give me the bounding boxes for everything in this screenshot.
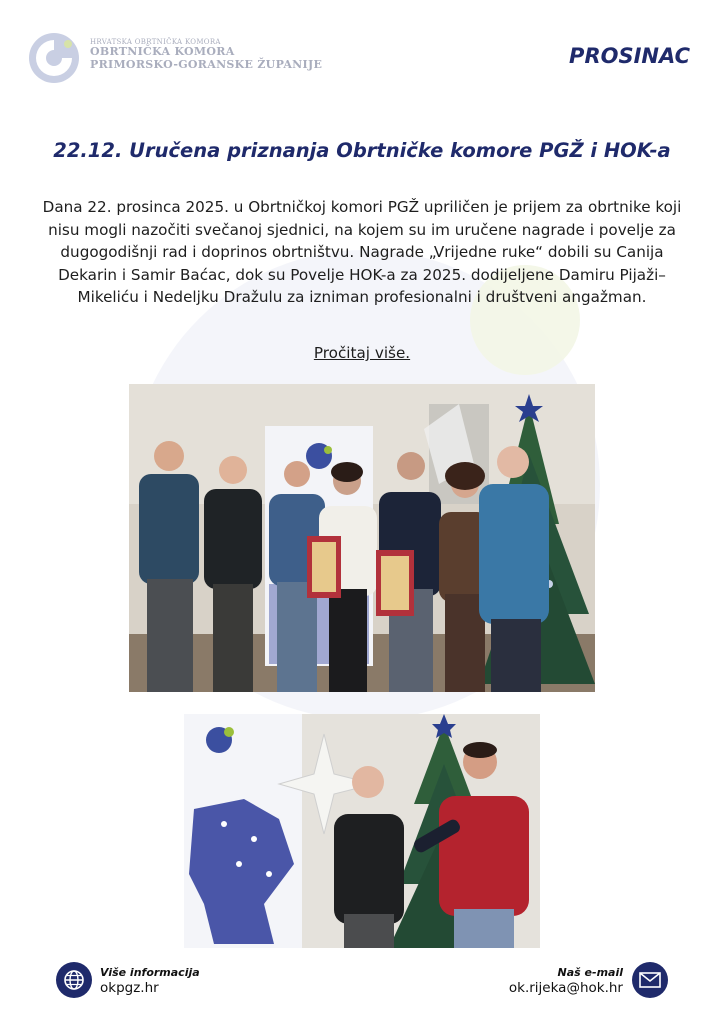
chamber-logo-icon [28, 32, 80, 84]
group-award-photo [129, 384, 595, 692]
article-headline: 22.12. Uručena priznanja Obrtničke komore PGŽ i HOK-a [53, 139, 671, 162]
logo-line-3: PRIMORSKO-GORANSKE ŽUPANIJE [90, 57, 323, 71]
chamber-logo-text [90, 38, 322, 71]
month-title: PROSINAC [569, 44, 690, 68]
logo-line-2: OBRTNIČKA KOMORA [90, 45, 235, 59]
email-label: Naš e-mail [557, 966, 623, 979]
website-link[interactable]: okpgz.hr [100, 980, 159, 996]
read-more-link[interactable]: Pročitaj više. [313, 344, 411, 362]
more-info-label: Više informacija [100, 966, 200, 979]
logo-line-1: HRVATSKA OBRTNIČKA KOMORA [90, 38, 221, 46]
article-body: Dana 22. prosinca 2025. u Obrtničkoj komori PGŽ upriličen je prijem za obrtnike koji nisu mogli nazočiti svečanoj sjednici, na kojem su im uručene nagrade i povelje za dugogodišnji rad i doprinos obrtništvu. Nagrade „Vrijedne ruke“ dobili su Canija Dekarin i Samir Baćac, dok su Povelje HOK-a za 2025. dodijeljene Damiru Pijaži–Mikeliću i Nedeljku Dražulu za izniman profesionalni i društveni angažman. [42, 198, 682, 306]
globe-icon[interactable] [56, 962, 92, 998]
email-link[interactable]: ok.rijeka@hok.hr [508, 980, 623, 996]
handshake-award-photo [184, 714, 540, 948]
envelope-icon[interactable] [632, 962, 668, 998]
